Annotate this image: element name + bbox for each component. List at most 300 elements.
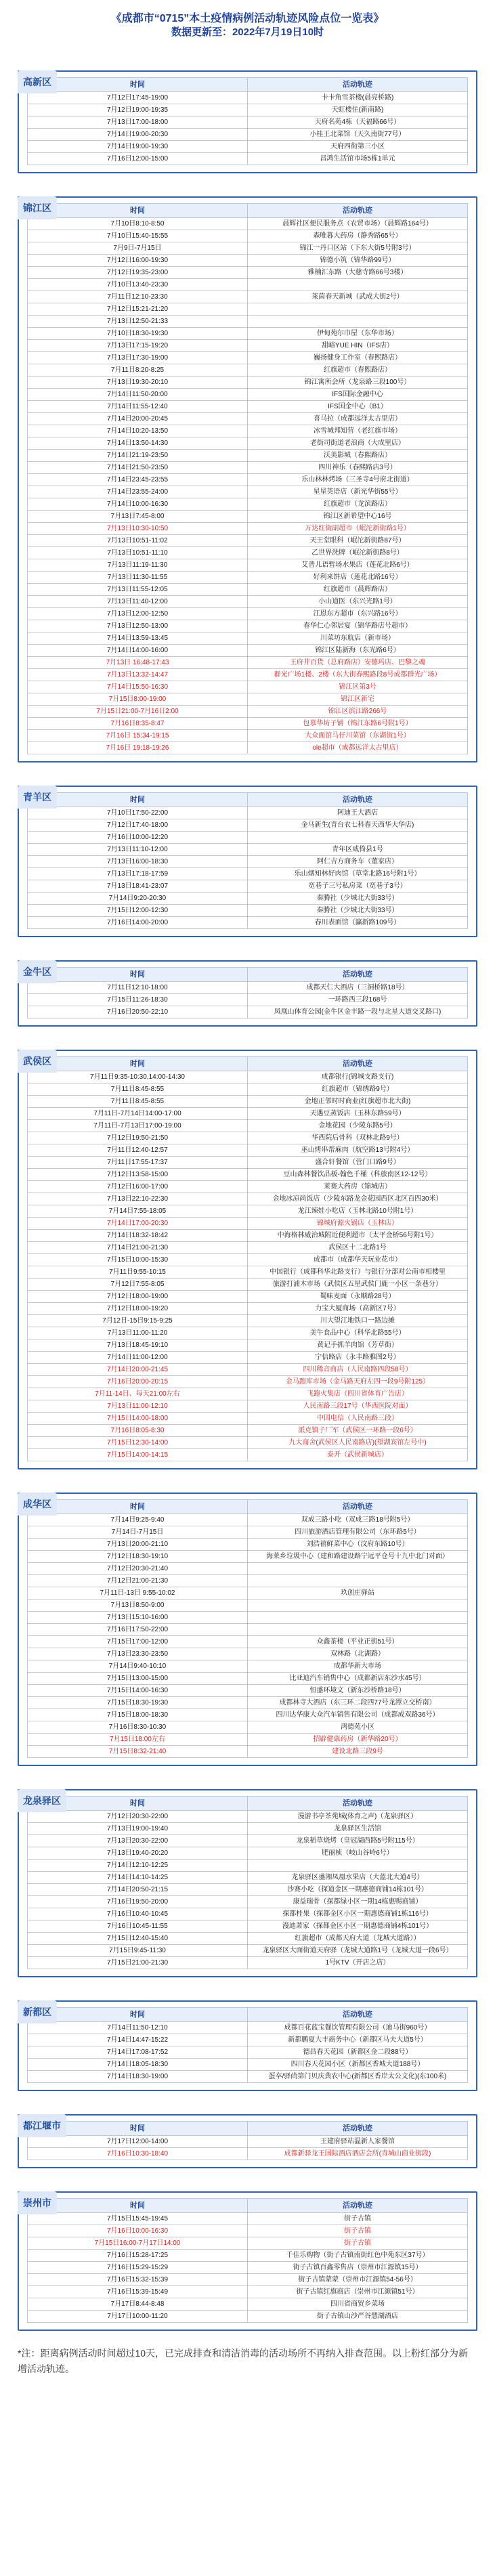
column-header-track: 活动轨迹 (248, 204, 468, 218)
track-cell: 街子古镇蒙蒙（崇州市江源镇54-56号） (248, 2274, 468, 2286)
table-row (28, 450, 468, 462)
time-cell: 7月13日19:40-20:20 (28, 1847, 248, 1860)
track-cell: 昌鸿生活馆市场5栋1单元 (248, 153, 468, 165)
time-cell: 7月12日21:00-21:30 (28, 1575, 248, 1587)
table-row (28, 1673, 468, 1685)
table-row (28, 511, 468, 523)
track-cell: 恒盛环境文（新东沙桥路18号） (248, 1685, 468, 1697)
district-label: 都江堰市 (18, 2114, 66, 2137)
table-row (28, 92, 468, 104)
table-header-row (28, 204, 468, 218)
time-cell: 7月12日17:45-19:00 (28, 92, 248, 104)
time-cell: 7月10日8:10-8:50 (28, 218, 248, 230)
table-row (28, 462, 468, 474)
track-cell: 天遇豆蒸饭店（玉林东路59号） (248, 1108, 468, 1120)
time-cell: 7月13日19:30-20:10 (28, 377, 248, 389)
track-cell: 康益瑞骨（探都绿小区一期14栋惠赐商铺） (248, 1896, 468, 1908)
table-row (28, 364, 468, 377)
table-row (28, 807, 468, 819)
table-row (28, 1083, 468, 1096)
track-cell: 四川春天花园小区（新都区香城大道188号） (248, 2059, 468, 2071)
time-cell: 7月14日7:55-18:05 (28, 1205, 248, 1218)
track-cell: 红旗超市（龙滨路店） (248, 498, 468, 511)
table-row (28, 425, 468, 437)
table-row (28, 535, 468, 547)
table-row (28, 1413, 468, 1425)
time-cell: 7月17日12:00-14:00 (28, 2136, 248, 2148)
track-cell: 成都林寺大酒店（东三环二段四77号龙潭立交桥南） (248, 1697, 468, 1709)
table-row (28, 1624, 468, 1636)
track-cell: 四川省商贸乡菜场 (248, 2298, 468, 2311)
time-cell: 7月14日13:59-13:45 (28, 632, 248, 645)
district-section (18, 1789, 477, 1977)
time-cell: 7月11日12:40-12:57 (28, 1144, 248, 1157)
column-header-track: 活动轨迹 (248, 2008, 468, 2022)
track-cell: 秦腾社（少城北大街33号） (248, 905, 468, 917)
time-cell: 7月13日13:32-14:47 (28, 669, 248, 681)
time-cell: 7月16日8:05-8:30 (28, 1425, 248, 1437)
track-cell: 伊甸苑尔巾屋（东华市场） (248, 328, 468, 340)
time-cell: 7月15日8:00-19:00 (28, 693, 248, 706)
time-cell: 7月10日13:40-23:30 (28, 279, 248, 291)
table-row (28, 2059, 468, 2071)
time-cell: 7月14日9:20-20:30 (28, 893, 248, 905)
track-cell: 阿迪王大酒店 (248, 807, 468, 819)
table-row (28, 1539, 468, 1551)
table-row (28, 1303, 468, 1315)
table-row (28, 1721, 468, 1734)
table-row (28, 905, 468, 917)
track-cell: 锦江寓所会所（龙泉路三段100号） (248, 377, 468, 389)
track-cell: 阿仁吉方商务车（董家店） (248, 856, 468, 868)
track-cell: 天王堂眼科（岷沱新街路87号） (248, 535, 468, 547)
time-cell: 7月11日9:35-10:30,14:00-14:30 (28, 1071, 248, 1083)
time-cell: 7月14日18:30-19:00 (28, 2071, 248, 2083)
track-table (27, 1499, 468, 1758)
track-cell: 红旗超市（成都天府大道（龙城大道路）） (248, 1933, 468, 1945)
district-label: 新都区 (18, 2000, 57, 2023)
track-cell: 中国电信（人民南路三段） (248, 1413, 468, 1425)
time-cell: 7月15日14:00-16:30 (28, 1685, 248, 1697)
table-row (28, 856, 468, 868)
table-row (28, 1242, 468, 1254)
district-section (18, 786, 477, 937)
track-cell: 盛合轩餐馆（营门口路9号） (248, 1157, 468, 1169)
district-table-frame (18, 2191, 477, 2331)
district-table-frame (18, 1789, 477, 1977)
table-row (28, 645, 468, 657)
track-cell: 巫山烤串帮麻肉（航空路13号附4号） (248, 1144, 468, 1157)
table-row (28, 486, 468, 498)
time-cell: 7月14日11:50-12:10 (28, 2022, 248, 2034)
table-row (28, 2225, 468, 2237)
table-row (28, 474, 468, 486)
time-cell: 7月13日10:51-11:10 (28, 547, 248, 559)
track-cell: 金地冰凉尚饭店（少陵东路龙金花园西区北区百四30米） (248, 1193, 468, 1205)
track-cell: 包慕华坊子铺（锦江东路6号附1号） (248, 718, 468, 730)
table-row (28, 437, 468, 450)
track-cell: 龙泉稻草烧烤（皇冠湖西路5号附115号） (248, 1835, 468, 1847)
table-row (28, 340, 468, 352)
time-cell: 7月14日20:00-21:45 (28, 1364, 248, 1376)
time-cell: 7月9日-7月15日 (28, 242, 248, 255)
time-cell: 7月14日14:00-16:00 (28, 645, 248, 657)
table-row (28, 572, 468, 584)
page-title: 《成都市“0715”本土疫情病例活动轨迹风险点位一览表》 (110, 13, 385, 24)
track-cell: 四川神乐（春熙路店3号） (248, 462, 468, 474)
time-cell: 7月14日14:47-15:22 (28, 2034, 248, 2046)
table-row (28, 267, 468, 279)
track-cell: 晨辉社区便民服务点（农贸市场）（晨辉路164号） (248, 218, 468, 230)
table-row (28, 819, 468, 832)
table-row (28, 620, 468, 632)
track-cell (248, 316, 468, 328)
table-row (28, 1823, 468, 1835)
track-cell (248, 1575, 468, 1587)
column-header-time: 时间 (28, 1797, 248, 1811)
table-row (28, 632, 468, 645)
time-cell: 7月13日22:10-22:30 (28, 1193, 248, 1205)
time-cell: 7月13日16:00-18:30 (28, 856, 248, 868)
table-row (28, 2311, 468, 2323)
time-cell: 7月12日20:30-22:00 (28, 1811, 248, 1823)
district-table-frame (18, 2114, 477, 2168)
track-cell: 凤凰山体育公园(金牛区金丰路一段与北星大道交叉路口) (248, 1006, 468, 1018)
track-cell: 探都桂果（探都金区小区一期惠德商铺1栋116号） (248, 1908, 468, 1920)
track-table (27, 792, 468, 929)
time-cell: 7月14日21:19-23:50 (28, 450, 248, 462)
track-cell: 蛋卒/驿尚第门贝庆黄农中心(新都区香岸太公文化)(东100米) (248, 2071, 468, 2083)
time-cell: 7月13日17:18-17:59 (28, 868, 248, 880)
track-cell: 街子古镇 (248, 2225, 468, 2237)
time-cell: 7月13日 16:48-17:43 (28, 657, 248, 669)
time-cell: 7月13日18:41-23:07 (28, 880, 248, 893)
table-row (28, 1315, 468, 1327)
time-cell: 7月16日20:00-20:15 (28, 1376, 248, 1388)
time-cell: 7月11日8:45-8:55 (28, 1096, 248, 1108)
track-cell: 四川稀音商店（人民南路四段58号） (248, 1364, 468, 1376)
table-row (28, 218, 468, 230)
table-row (28, 1636, 468, 1648)
track-cell: 乙世界洗牌（岷沱新街路8号） (248, 547, 468, 559)
track-cell: 春华仁心邻居宴（锦华路店号超市） (248, 620, 468, 632)
track-cell: 街子古镇红旗商店（崇州市江源镇51号） (248, 2286, 468, 2298)
table-row (28, 730, 468, 742)
time-cell: 7月12日19:50-21:50 (28, 1132, 248, 1144)
column-header-track: 活动轨迹 (248, 968, 468, 982)
time-cell: 7月14日19:00-19:30 (28, 141, 248, 153)
time-cell: 7月15日12:00-12:30 (28, 905, 248, 917)
time-cell: 7月14日21:00-21:30 (28, 1242, 248, 1254)
track-cell: 双成三路小吃（双成三路18号附5号） (248, 1514, 468, 1526)
track-cell (248, 1860, 468, 1872)
table-row (28, 141, 468, 153)
district-table-frame (18, 1050, 477, 1469)
time-cell: 7月14日12:10-12:25 (28, 1860, 248, 1872)
track-cell: 成都百花蓝宝餐饮管理有限公司（迪马街960号） (248, 2022, 468, 2034)
table-row (28, 844, 468, 856)
time-cell: 7月14日11:55-12:40 (28, 401, 248, 413)
table-row (28, 1364, 468, 1376)
district-table-frame (18, 196, 477, 763)
district-label: 青羊区 (18, 786, 57, 809)
table-row (28, 1587, 468, 1600)
district-section (18, 70, 477, 173)
table-row (28, 1193, 468, 1205)
track-cell: 街子古镇 (248, 2237, 468, 2250)
time-cell: 7月11日9:55-10:15 (28, 1266, 248, 1279)
table-row (28, 523, 468, 535)
track-cell: 红旗超市（晨辉路店） (248, 584, 468, 596)
track-cell: 海莱乡垃圾中心（建和路建设路宁远平仓号十九中北门对面） (248, 1551, 468, 1563)
table-row (28, 1279, 468, 1291)
table-row (28, 1437, 468, 1449)
track-cell (248, 1600, 468, 1612)
track-cell: 艾普儿语暂场水果店（莲花北路6号） (248, 559, 468, 572)
track-cell: 街子古镇山沙严谷慧湖酒店 (248, 2311, 468, 2323)
track-cell (248, 1624, 468, 1636)
time-cell: 7月12日13:58-15:00 (28, 1169, 248, 1181)
track-cell: 中国银行（成都科华北路支行）与银行分部对公南市相楼里 (248, 1266, 468, 1279)
time-cell: 7月16日10:00-12:20 (28, 832, 248, 844)
table-row (28, 2274, 468, 2286)
time-cell: 7月16日10:00-16:30 (28, 2225, 248, 2237)
time-cell: 7月15日18:00左右 (28, 1734, 248, 1746)
track-cell: 红旗超市（锦绣路9号） (248, 1083, 468, 1096)
track-cell: 鸿德苑小区 (248, 1721, 468, 1734)
track-cell: 成都银行(锦城支路支行) (248, 1071, 468, 1083)
time-cell: 7月16日14:00-20:00 (28, 917, 248, 929)
table-row (28, 1575, 468, 1587)
table-row (28, 1697, 468, 1709)
time-cell: 7月11日12:10-23:30 (28, 291, 248, 303)
table-row (28, 596, 468, 608)
table-row (28, 1526, 468, 1539)
track-cell: 小桂王北菜馆（天久南街77号） (248, 129, 468, 141)
time-cell: 7月16日15:39-15:49 (28, 2286, 248, 2298)
track-cell: 群光广场1楼、2楼（东大街春熙路段8号成都群光广场） (248, 669, 468, 681)
time-cell: 7月12日17:40-18:00 (28, 819, 248, 832)
time-cell: 7月13日20:30-22:00 (28, 1835, 248, 1847)
track-cell: 金马跑库市场（金马路天府左四一段9号附125） (248, 1376, 468, 1388)
table-row (28, 657, 468, 669)
track-cell: 锦江区新希望中心16号 (248, 511, 468, 523)
track-cell: 小山道医（东兴光路1号） (248, 596, 468, 608)
track-cell: 莱茵春天新城（武成大街2号） (248, 291, 468, 303)
table-row (28, 1957, 468, 1969)
time-cell: 7月17日8:44-8:48 (28, 2298, 248, 2311)
track-cell: 旅游打浦木市场（武侯区五星武侯门鹿一小区一条巷分） (248, 1279, 468, 1291)
time-cell: 7月16日10:45-11:55 (28, 1920, 248, 1933)
table-row (28, 1872, 468, 1884)
track-cell: IFS国金中心（B1） (248, 401, 468, 413)
time-cell: 7月14日20:00-20:45 (28, 413, 248, 425)
table-row (28, 498, 468, 511)
track-cell: 甜峪YUE HIN（IFS店） (248, 340, 468, 352)
table-row (28, 2237, 468, 2250)
track-table (27, 203, 468, 754)
time-cell: 7月13日15:10-16:00 (28, 1612, 248, 1624)
time-cell: 7月16日19:50-20:00 (28, 1896, 248, 1908)
time-cell: 7月11日8:45-8:55 (28, 1083, 248, 1096)
table-row (28, 2298, 468, 2311)
track-cell: 巍扬健身工作室（春熙路店） (248, 352, 468, 364)
track-cell: 肥丽桢（岐山谷岭6号） (248, 1847, 468, 1860)
column-header-time: 时间 (28, 793, 248, 807)
column-header-track: 活动轨迹 (248, 2199, 468, 2213)
track-cell: 成都华新大市场 (248, 1660, 468, 1673)
track-cell: 四川达华康大众汽车销售有限公司（成都成双路36号） (248, 1709, 468, 1721)
time-cell: 7月15日18:30-19:30 (28, 1697, 248, 1709)
footnote: *注：距离病例活动时间超过10天，已完成排查和清洁消毒的活动场所不再纳入排查范围。以上粉红部分为新增活动轨迹。 (18, 2348, 469, 2374)
time-cell: 7月14日19:00-20:30 (28, 129, 248, 141)
time-cell: 7月15日8:32-21:40 (28, 1746, 248, 1758)
time-cell: 7月10日15:40-15:55 (28, 230, 248, 242)
time-cell: 7月16日8:35-8:47 (28, 718, 248, 730)
table-row (28, 1746, 468, 1758)
table-row (28, 706, 468, 718)
time-cell: 7月16日15:29-15:29 (28, 2262, 248, 2274)
table-row (28, 1071, 468, 1083)
table-header-row (28, 2199, 468, 2213)
table-row (28, 2213, 468, 2225)
district-label: 崇州市 (18, 2191, 57, 2214)
table-row (28, 994, 468, 1006)
time-cell: 7月12日18:30-19:10 (28, 1551, 248, 1563)
time-cell: 7月11日-13日 9:55-10:02 (28, 1587, 248, 1600)
track-cell: 卡卡角雪茶楼(晨亮桥路) (248, 92, 468, 104)
district-label: 龙泉驿区 (18, 1789, 66, 1812)
table-row (28, 1425, 468, 1437)
track-cell: 漫游书亭茶苑城(体育之声)（龙泉驿区） (248, 1811, 468, 1823)
sections-container (0, 70, 495, 2331)
table-row (28, 1563, 468, 1575)
table-row (28, 1339, 468, 1352)
track-cell: 乐山烟知林好肉馆（草堂北路16号附1号） (248, 868, 468, 880)
table-row (28, 742, 468, 754)
time-cell: 7月13日10:30-10:50 (28, 523, 248, 535)
table-row (28, 116, 468, 129)
table-row (28, 832, 468, 844)
table-row (28, 608, 468, 620)
table-row (28, 1006, 468, 1018)
time-cell: 7月14日11:50-20:00 (28, 389, 248, 401)
track-cell: 成都新驿龙王国际酒店酒店会所(青城山商业街段) (248, 2148, 468, 2160)
table-row (28, 1352, 468, 1364)
track-cell: 沙赛小吃（探道金区一期惠德商铺14栋101号） (248, 1884, 468, 1896)
time-cell: 7月13日17:30-19:00 (28, 352, 248, 364)
table-row (28, 868, 468, 880)
table-row (28, 1945, 468, 1957)
table-row (28, 1860, 468, 1872)
time-cell: 7月13日18:45-19:10 (28, 1339, 248, 1352)
table-row (28, 2046, 468, 2059)
table-row (28, 1254, 468, 1266)
track-cell: 万达红街副超市（岷沱新街路1号） (248, 523, 468, 535)
table-row (28, 1920, 468, 1933)
time-cell: 7月15日14:00-14:15 (28, 1449, 248, 1461)
table-row (28, 1327, 468, 1339)
table-row (28, 1449, 468, 1461)
time-cell: 7月16日8:30-10:30 (28, 1721, 248, 1734)
table-row (28, 1120, 468, 1132)
track-cell: 锦江区滨江路266号 (248, 706, 468, 718)
table-row (28, 2148, 468, 2160)
track-cell: 豆山森林餐饮品板-翰色千桶（科旅南区12-12号） (248, 1169, 468, 1181)
column-header-time: 时间 (28, 78, 248, 92)
track-cell: 招辟健康药房（新华路20号） (248, 1734, 468, 1746)
track-cell: 飞跑火集店（四川省体育广告店） (248, 1388, 468, 1400)
track-cell: 春川表面馆（瀛新路109号） (248, 917, 468, 929)
table-row (28, 1908, 468, 1920)
table-row (28, 1169, 468, 1181)
time-cell: 7月15日15:45-19:45 (28, 2213, 248, 2225)
table-header-row (28, 78, 468, 92)
track-cell: 建设北路三段9号 (248, 1746, 468, 1758)
track-cell: 龙江辣娃小吃店（玉林北路10号附1号） (248, 1205, 468, 1218)
table-row (28, 129, 468, 141)
track-cell: 锦江一丹口区站（下东大街5号附3号） (248, 242, 468, 255)
track-cell: 天府四街第三小区 (248, 141, 468, 153)
table-row (28, 255, 468, 267)
time-cell: 7月13日12:00-12:50 (28, 608, 248, 620)
time-cell: 7月16日12:00-15:00 (28, 153, 248, 165)
update-time: 数据更新至：2022年7月19日10时 (171, 26, 324, 38)
track-cell: 乐山林林烤场（三圣寺4号府北街道） (248, 474, 468, 486)
time-cell: 7月16日 19:18-19:26 (28, 742, 248, 754)
table-header-row (28, 2122, 468, 2136)
track-table (27, 2007, 468, 2083)
table-row (28, 230, 468, 242)
time-cell: 7月14日9:40-10:10 (28, 1660, 248, 1673)
column-header-track: 活动轨迹 (248, 793, 468, 807)
track-cell: IFS国际金融中心 (248, 389, 468, 401)
track-cell: 王府井百货（总府路店）安德玛店、巴黎之魂 (248, 657, 468, 669)
table-row (28, 1835, 468, 1847)
track-cell: 泰开（武侯新城店） (248, 1449, 468, 1461)
time-cell: 7月12日18:00-19:00 (28, 1291, 248, 1303)
time-cell: 7月15日16:00-7月17日14:00 (28, 2237, 248, 2250)
track-cell: 天府名苑4栋（天福路66号） (248, 116, 468, 129)
table-header-row (28, 968, 468, 982)
table-row (28, 1551, 468, 1563)
time-cell: 7月14日23:55-24:00 (28, 486, 248, 498)
time-cell: 7月11日-7月14日14:00-17:00 (28, 1108, 248, 1120)
track-cell: 千佳乐购物（街子古镇南街红色中苑东区37号） (248, 2250, 468, 2262)
district-section (18, 1493, 477, 1766)
district-label: 锦江区 (18, 196, 57, 219)
time-cell: 7月16日 15:34-19:15 (28, 730, 248, 742)
table-row (28, 1933, 468, 1945)
track-cell: 红旗超市（春熙路店） (248, 364, 468, 377)
table-row (28, 1376, 468, 1388)
track-cell: 川菜坊东航店（新市场） (248, 632, 468, 645)
column-header-time: 时间 (28, 2122, 248, 2136)
time-cell: 7月13日12:50-21:33 (28, 316, 248, 328)
track-cell: ole超市（成都远洋太古里店） (248, 742, 468, 754)
time-cell: 7月13日11:00-11:20 (28, 1327, 248, 1339)
table-row (28, 413, 468, 425)
table-row (28, 2022, 468, 2034)
track-cell: 莱赛大药房（锦城店） (248, 1181, 468, 1193)
track-cell: 派克镇子厂军（武侯区一环路一段6号） (248, 1425, 468, 1437)
track-cell: 1号KTV（开店之店） (248, 1957, 468, 1969)
table-row (28, 1400, 468, 1413)
time-cell: 7月11-14日、每天21:00左右 (28, 1388, 248, 1400)
track-cell: 成都市（成都华天玩业花市） (248, 1254, 468, 1266)
table-row (28, 316, 468, 328)
track-cell: 王建府驿站温新人家餐馆 (248, 2136, 468, 2148)
